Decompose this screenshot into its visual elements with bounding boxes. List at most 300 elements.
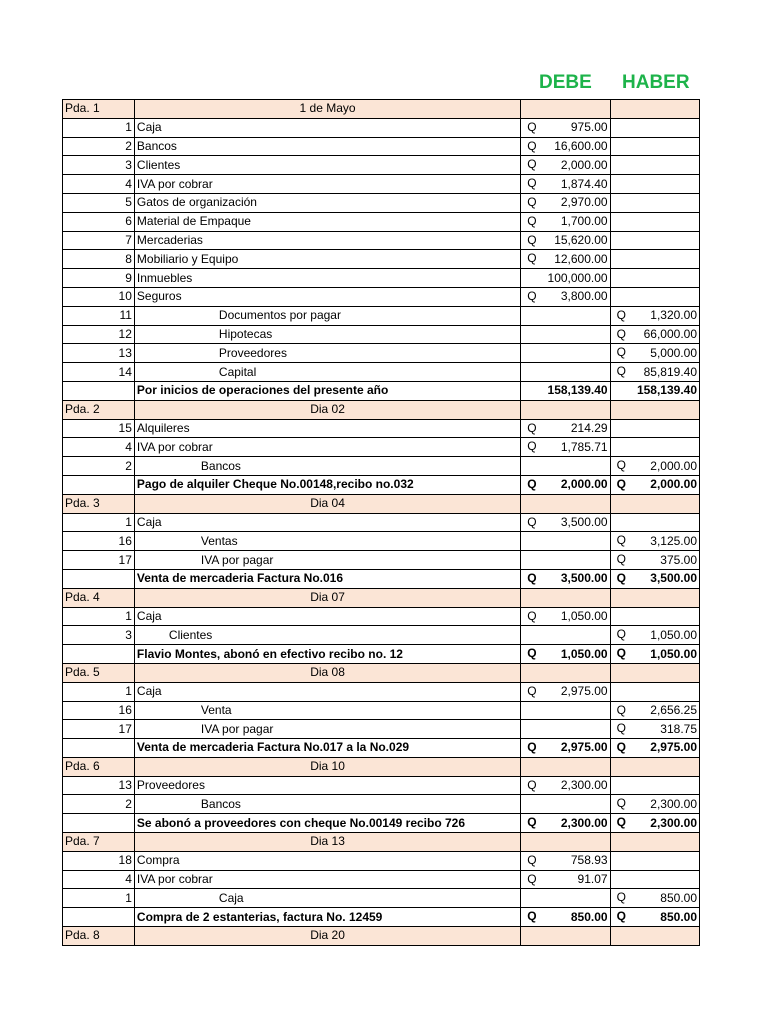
haber-amount [610, 137, 699, 156]
currency-symbol: Q [616, 364, 626, 379]
amount-value: 2,970.00 [560, 195, 608, 210]
amount-value: 100,000.00 [547, 270, 608, 285]
debe-total [521, 908, 610, 927]
journal-entry-row [63, 889, 700, 908]
debe-amount [521, 720, 610, 739]
pda-header-row [63, 494, 700, 513]
haber-total [610, 814, 699, 833]
haber-amount [610, 344, 699, 363]
currency-symbol: Q [616, 458, 626, 473]
account-name: Mercaderias [134, 231, 520, 250]
currency-symbol: Q [616, 702, 626, 717]
currency-symbol: Q [616, 646, 626, 661]
haber-amount [610, 513, 699, 532]
debe-amount [521, 306, 610, 325]
pda-label: Pda. 5 [63, 663, 135, 682]
pda-summary-row [63, 814, 700, 833]
pda-label: Pda. 1 [63, 100, 135, 119]
currency-symbol: Q [616, 476, 626, 491]
account-number: 3 [63, 156, 135, 175]
debe-total [521, 569, 610, 588]
debe-amount [521, 118, 610, 137]
currency-symbol: Q [616, 570, 626, 585]
haber-amount [610, 682, 699, 701]
account-name: Gatos de organización [134, 193, 520, 212]
debe-amount [521, 419, 610, 438]
currency-symbol: Q [616, 909, 626, 924]
haber-amount [610, 118, 699, 137]
amount-value: 1,050.00 [650, 627, 697, 642]
pda-header-row [63, 927, 700, 946]
amount-value: 214.29 [570, 420, 608, 435]
account-number: 1 [63, 682, 135, 701]
debe-empty-cell [521, 494, 610, 513]
account-number: 11 [63, 306, 135, 325]
journal-entry-row [63, 776, 700, 795]
journal-entry-row [63, 795, 700, 814]
pda-header-row [63, 100, 700, 119]
account-number: 16 [63, 701, 135, 720]
debe-total [521, 645, 610, 664]
haber-amount [610, 776, 699, 795]
haber-amount [610, 287, 699, 306]
haber-amount [610, 457, 699, 476]
amount-value: 2,975.00 [560, 740, 608, 755]
amount-value: 2,300.00 [650, 815, 697, 830]
pda-date: Dia 07 [134, 588, 520, 607]
summary-text: Venta de mercaderia Factura No.017 a la No.029 [134, 739, 520, 758]
haber-empty-cell [610, 588, 699, 607]
haber-empty-cell [610, 757, 699, 776]
account-name: Capital [134, 363, 520, 382]
pda-label: Pda. 2 [63, 400, 135, 419]
debe-column-header: DEBE [539, 72, 592, 93]
debe-amount [521, 682, 610, 701]
account-name: Compra [134, 851, 520, 870]
journal-entry-row [63, 306, 700, 325]
amount-value: 3,800.00 [560, 289, 608, 304]
pda-label: Pda. 3 [63, 494, 135, 513]
journal-entry-row [63, 851, 700, 870]
amount-value: 158,139.40 [636, 383, 697, 398]
journal-entry-row [63, 419, 700, 438]
journal-table [62, 99, 700, 946]
debe-amount [521, 137, 610, 156]
haber-amount [610, 306, 699, 325]
debe-amount [521, 626, 610, 645]
account-number: 1 [63, 889, 135, 908]
debe-total [521, 739, 610, 758]
amount-value: 850.00 [570, 909, 608, 924]
haber-amount [610, 156, 699, 175]
haber-total [610, 569, 699, 588]
journal-entry-row [63, 175, 700, 194]
amount-value: 3,125.00 [650, 533, 697, 548]
haber-amount [610, 175, 699, 194]
haber-amount [610, 269, 699, 288]
account-number: 2 [63, 457, 135, 476]
currency-symbol: Q [527, 909, 537, 924]
currency-symbol: Q [527, 288, 537, 303]
debe-amount [521, 851, 610, 870]
currency-symbol: Q [527, 213, 537, 228]
account-name: Ventas [134, 532, 520, 551]
haber-amount [610, 626, 699, 645]
journal-entry-row [63, 701, 700, 720]
amount-value: 2,656.25 [650, 702, 697, 717]
amount-value: 66,000.00 [643, 326, 697, 341]
currency-symbol: Q [616, 552, 626, 567]
pda-header-row [63, 833, 700, 852]
amount-value: 2,300.00 [560, 778, 608, 793]
debe-amount [521, 287, 610, 306]
haber-total [610, 739, 699, 758]
account-number: 10 [63, 287, 135, 306]
journal-body [63, 100, 700, 946]
amount-value: 2,000.00 [650, 458, 697, 473]
account-number: 13 [63, 776, 135, 795]
pda-summary-row [63, 645, 700, 664]
haber-total [610, 908, 699, 927]
currency-symbol: Q [616, 326, 626, 341]
debe-empty-cell [521, 100, 610, 119]
currency-symbol: Q [527, 514, 537, 529]
haber-amount [610, 720, 699, 739]
account-number: 4 [63, 175, 135, 194]
pda-header-row [63, 757, 700, 776]
amount-value: 5,000.00 [650, 345, 697, 360]
journal-entry-row [63, 870, 700, 889]
summary-blank [63, 569, 135, 588]
summary-blank [63, 739, 135, 758]
debe-amount [521, 701, 610, 720]
summary-text: Pago de alquiler Cheque No.00148,recibo no.032 [134, 475, 520, 494]
pda-header-row [63, 588, 700, 607]
account-number: 18 [63, 851, 135, 870]
currency-symbol: Q [527, 232, 537, 247]
debe-empty-cell [521, 588, 610, 607]
haber-amount [610, 193, 699, 212]
account-name: IVA por cobrar [134, 175, 520, 194]
journal-entry-row [63, 269, 700, 288]
currency-symbol: Q [527, 420, 537, 435]
journal-entry-row [63, 607, 700, 626]
summary-text: Por inicios de operaciones del presente año [134, 381, 520, 400]
debe-amount [521, 438, 610, 457]
amount-value: 2,000.00 [560, 477, 608, 492]
amount-value: 2,975.00 [650, 740, 697, 755]
haber-total [610, 475, 699, 494]
account-number: 17 [63, 720, 135, 739]
currency-symbol: Q [527, 476, 537, 491]
journal-entry-row [63, 344, 700, 363]
currency-symbol: Q [527, 157, 537, 172]
account-name: IVA por pagar [134, 720, 520, 739]
account-number: 4 [63, 438, 135, 457]
haber-empty-cell [610, 663, 699, 682]
debe-amount [521, 212, 610, 231]
account-name: Documentos por pagar [134, 306, 520, 325]
currency-symbol: Q [616, 627, 626, 642]
currency-symbol: Q [527, 194, 537, 209]
haber-amount [610, 889, 699, 908]
journal-entry-row [63, 551, 700, 570]
debe-amount [521, 325, 610, 344]
debe-amount [521, 870, 610, 889]
haber-amount [610, 419, 699, 438]
currency-symbol: Q [527, 777, 537, 792]
currency-symbol: Q [527, 683, 537, 698]
pda-header-row [63, 663, 700, 682]
pda-label: Pda. 6 [63, 757, 135, 776]
debe-total [521, 475, 610, 494]
account-name: Bancos [134, 137, 520, 156]
account-name: IVA por cobrar [134, 438, 520, 457]
amount-value: 1,050.00 [560, 646, 608, 661]
currency-symbol: Q [616, 796, 626, 811]
debe-empty-cell [521, 833, 610, 852]
amount-value: 3,500.00 [650, 571, 697, 586]
amount-value: 1,050.00 [650, 646, 697, 661]
debe-empty-cell [521, 927, 610, 946]
pda-date: Dia 08 [134, 663, 520, 682]
haber-empty-cell [610, 494, 699, 513]
amount-value: 975.00 [570, 120, 608, 135]
pda-summary-row [63, 908, 700, 927]
account-name: Alquileres [134, 419, 520, 438]
amount-value: 1,785.71 [560, 439, 608, 454]
account-name: Bancos [134, 457, 520, 476]
amount-value: 318.75 [660, 721, 697, 736]
journal-entry-row [63, 532, 700, 551]
summary-text: Se abonó a proveedores con cheque No.00149 recibo 726 [134, 814, 520, 833]
journal-entry-row [63, 363, 700, 382]
debe-amount [521, 457, 610, 476]
amount-value: 16,600.00 [554, 138, 608, 153]
amount-value: 3,500.00 [560, 514, 608, 529]
currency-symbol: Q [527, 646, 537, 661]
account-name: Inmuebles [134, 269, 520, 288]
haber-empty-cell [610, 100, 699, 119]
pda-summary-row [63, 475, 700, 494]
debe-amount [521, 607, 610, 626]
haber-amount [610, 363, 699, 382]
account-name: Caja [134, 118, 520, 137]
haber-amount [610, 870, 699, 889]
haber-total [610, 381, 699, 400]
account-name: Seguros [134, 287, 520, 306]
currency-symbol: Q [527, 119, 537, 134]
summary-text: Compra de 2 estanterias, factura No. 12459 [134, 908, 520, 927]
account-number: 12 [63, 325, 135, 344]
debe-amount [521, 795, 610, 814]
haber-amount [610, 701, 699, 720]
currency-symbol: Q [527, 138, 537, 153]
journal-entry-row [63, 118, 700, 137]
account-number: 2 [63, 137, 135, 156]
haber-amount [610, 795, 699, 814]
summary-blank [63, 381, 135, 400]
account-number: 7 [63, 231, 135, 250]
haber-amount [610, 551, 699, 570]
currency-symbol: Q [527, 815, 537, 830]
pda-label: Pda. 8 [63, 927, 135, 946]
account-number: 3 [63, 626, 135, 645]
pda-date: Dia 02 [134, 400, 520, 419]
currency-symbol: Q [527, 871, 537, 886]
summary-blank [63, 475, 135, 494]
journal-entry-row [63, 287, 700, 306]
pda-date: Dia 20 [134, 927, 520, 946]
account-number: 2 [63, 795, 135, 814]
account-name: IVA por cobrar [134, 870, 520, 889]
pda-date: Dia 04 [134, 494, 520, 513]
account-name: Material de Empaque [134, 212, 520, 231]
account-name: Caja [134, 513, 520, 532]
debe-amount [521, 344, 610, 363]
journal-entry-row [63, 156, 700, 175]
amount-value: 2,000.00 [650, 477, 697, 492]
account-name: Bancos [134, 795, 520, 814]
amount-value: 85,819.40 [643, 364, 697, 379]
amount-value: 1,874.40 [560, 176, 608, 191]
haber-amount [610, 438, 699, 457]
debe-amount [521, 269, 610, 288]
haber-empty-cell [610, 833, 699, 852]
debe-empty-cell [521, 400, 610, 419]
haber-amount [610, 212, 699, 231]
amount-value: 91.07 [577, 872, 608, 887]
journal-entry-row [63, 720, 700, 739]
haber-amount [610, 250, 699, 269]
account-number: 6 [63, 212, 135, 231]
debe-total [521, 814, 610, 833]
amount-value: 1,050.00 [560, 608, 608, 623]
journal-entry-row [63, 438, 700, 457]
haber-column-header: HABER [622, 72, 690, 93]
pda-summary-row [63, 569, 700, 588]
journal-entry-row [63, 231, 700, 250]
amount-value: 2,300.00 [560, 815, 608, 830]
pda-summary-row [63, 739, 700, 758]
account-name: Caja [134, 682, 520, 701]
account-name: Caja [134, 889, 520, 908]
journal-entry-row [63, 137, 700, 156]
amount-value: 3,500.00 [560, 571, 608, 586]
account-name: IVA por pagar [134, 551, 520, 570]
amount-value: 1,320.00 [650, 308, 697, 323]
journal-entry-row [63, 457, 700, 476]
currency-symbol: Q [616, 815, 626, 830]
pda-date: Dia 10 [134, 757, 520, 776]
haber-empty-cell [610, 400, 699, 419]
amount-value: 2,300.00 [650, 796, 697, 811]
account-number: 5 [63, 193, 135, 212]
haber-amount [610, 607, 699, 626]
currency-symbol: Q [527, 251, 537, 266]
pda-date: 1 de Mayo [134, 100, 520, 119]
account-number: 17 [63, 551, 135, 570]
journal-entry-row [63, 193, 700, 212]
currency-symbol: Q [527, 439, 537, 454]
currency-symbol: Q [616, 533, 626, 548]
haber-amount [610, 532, 699, 551]
debe-empty-cell [521, 757, 610, 776]
amount-value: 850.00 [660, 890, 697, 905]
account-name: Hipotecas [134, 325, 520, 344]
pda-label: Pda. 4 [63, 588, 135, 607]
currency-symbol: Q [527, 176, 537, 191]
debe-amount [521, 193, 610, 212]
currency-symbol: Q [616, 890, 626, 905]
currency-symbol: Q [527, 740, 537, 755]
debe-amount [521, 250, 610, 269]
debe-amount [521, 551, 610, 570]
amount-value: 375.00 [660, 552, 697, 567]
account-name: Proveedores [134, 776, 520, 795]
pda-summary-row [63, 381, 700, 400]
journal-entry-row [63, 682, 700, 701]
account-number: 1 [63, 607, 135, 626]
pda-header-row [63, 400, 700, 419]
currency-symbol: Q [527, 570, 537, 585]
currency-symbol: Q [527, 608, 537, 623]
haber-empty-cell [610, 927, 699, 946]
account-number: 4 [63, 870, 135, 889]
haber-amount [610, 231, 699, 250]
summary-blank [63, 645, 135, 664]
debe-amount [521, 532, 610, 551]
amount-value: 158,139.40 [547, 383, 608, 398]
currency-symbol: Q [616, 307, 626, 322]
debe-amount [521, 156, 610, 175]
account-number: 1 [63, 118, 135, 137]
debe-total [521, 381, 610, 400]
amount-value: 1,700.00 [560, 214, 608, 229]
account-name: Clientes [134, 626, 520, 645]
account-number: 1 [63, 513, 135, 532]
journal-entry-row [63, 513, 700, 532]
account-number: 16 [63, 532, 135, 551]
summary-blank [63, 814, 135, 833]
currency-symbol: Q [527, 852, 537, 867]
account-number: 14 [63, 363, 135, 382]
journal-entry-row [63, 325, 700, 344]
account-number: 8 [63, 250, 135, 269]
debe-empty-cell [521, 663, 610, 682]
debe-amount [521, 363, 610, 382]
currency-symbol: Q [616, 740, 626, 755]
debe-amount [521, 889, 610, 908]
journal-entry-row [63, 250, 700, 269]
debe-amount [521, 513, 610, 532]
summary-blank [63, 908, 135, 927]
account-name: Caja [134, 607, 520, 626]
debe-amount [521, 175, 610, 194]
amount-value: 758.93 [570, 853, 608, 868]
account-name: Venta [134, 701, 520, 720]
amount-value: 850.00 [660, 909, 697, 924]
amount-value: 12,600.00 [554, 251, 608, 266]
account-name: Clientes [134, 156, 520, 175]
journal-entry-row [63, 212, 700, 231]
amount-value: 2,975.00 [560, 684, 608, 699]
haber-amount [610, 851, 699, 870]
debe-amount [521, 231, 610, 250]
account-number: 15 [63, 419, 135, 438]
pda-date: Dia 13 [134, 833, 520, 852]
summary-text: Venta de mercaderia Factura No.016 [134, 569, 520, 588]
